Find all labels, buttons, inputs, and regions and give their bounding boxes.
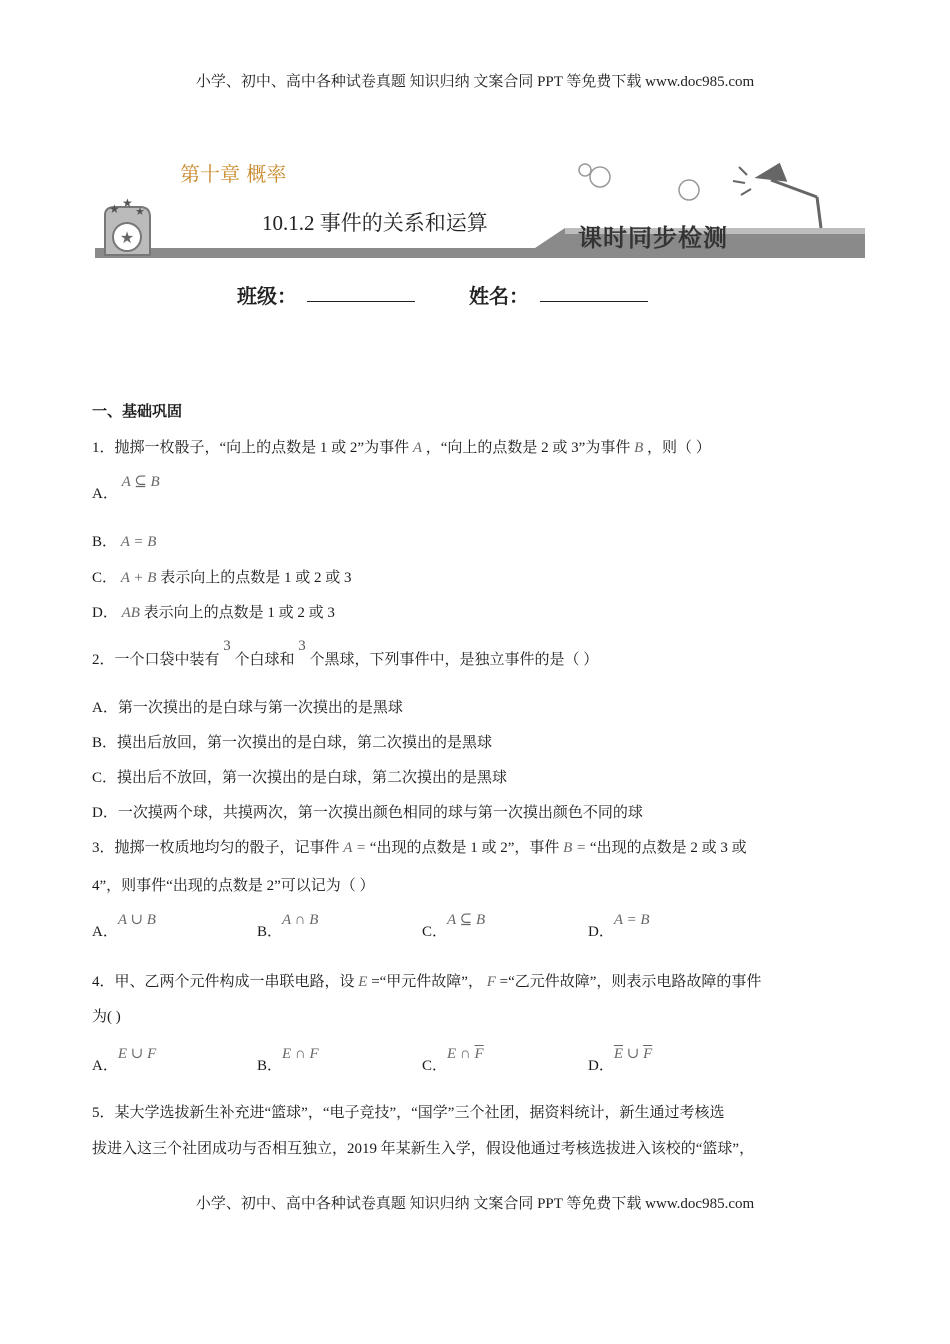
section-title: 一、基础巩固: [92, 402, 183, 420]
badge-title: 课时同步检测: [578, 224, 728, 252]
name-field[interactable]: [540, 281, 648, 302]
question-4-stem-line-2: 为( ): [92, 1009, 121, 1025]
question-1-option-d: D． AB 表示向上的点数是 1 或 2 或 3: [92, 605, 335, 621]
banner-graphic: [95, 135, 865, 265]
question-4-option-b: B．E ∩ F: [257, 1046, 319, 1074]
lesson-title: 10.1.2 事件的关系和运算: [262, 211, 488, 235]
question-1-option-b: B． A = B: [92, 534, 157, 550]
question-3-option-c: C．A ⊆ B: [422, 912, 486, 940]
question-3-option-b: B．A ∩ B: [257, 912, 319, 940]
class-field[interactable]: [307, 281, 415, 302]
question-4-stem: 4．甲、乙两个元件构成一串联电路，设 E =“甲元件故障”， F =“乙元件故障”，则表示电路故障的事件: [92, 974, 762, 990]
class-label: 班级：: [237, 284, 297, 308]
question-4-option-a: A．E ∪ F: [92, 1046, 157, 1074]
star-icon: ★: [109, 202, 120, 216]
question-3-option-a: A．A ∪ B: [92, 912, 156, 940]
name-label: 姓名：: [469, 284, 529, 308]
bubble-icon: [590, 167, 610, 187]
question-2-option-a: A．第一次摸出的是白球与第一次摸出的是黑球: [92, 700, 403, 716]
question-2-option-b: B．摸出后放回，第一次摸出的是白球，第二次摸出的是黑球: [92, 735, 493, 751]
svg-text:★: ★: [135, 206, 145, 218]
question-2-option-c: C．摸出后不放回，第一次摸出的是白球，第二次摸出的是黑球: [92, 770, 508, 786]
question-1-option-c: C． A + B 表示向上的点数是 1 或 2 或 3: [92, 570, 352, 586]
question-2-stem: 2．一个口袋中装有 3 个白球和 3 个黑球，下列事件中，是独立事件的是（ ）: [92, 638, 599, 668]
variable-b: B: [634, 440, 644, 456]
question-3-stem-line-2: 4”，则事件“出现的点数是 2”可以记为（ ）: [92, 878, 375, 894]
page-footer: 小学、初中、高中各种试卷真题 知识归纳 文案合同 PPT 等免费下载 www.doc985.com: [195, 1196, 755, 1212]
question-2-option-d: D．一次摸两个球，共摸两次，第一次摸出颜色相同的球与第一次摸出颜色不同的球: [92, 805, 643, 821]
svg-text:★: ★: [122, 196, 133, 210]
variable-a: A: [412, 440, 422, 456]
question-4-option-c: C．E ∩ $\overline{F}$: [422, 1046, 484, 1074]
question-1-stem: 1．抛掷一枚骰子，“向上的点数是 1 或 2”为事件 A ，“向上的点数是 2 或 3”为事件 B ，则（ ）: [92, 440, 711, 456]
chapter-title: 第十章 概率: [180, 162, 287, 186]
question-5-line-1: 5．某大学选拔新生补充进“篮球”，“电子竞技”，“国学”三个社团，据资料统计，新生通过考核选: [92, 1105, 725, 1121]
svg-text:★: ★: [119, 230, 135, 247]
question-1-option-a: A． A ⊆ B: [92, 474, 160, 502]
desk-lamp-icon: [733, 165, 821, 228]
page-header: 小学、初中、高中各种试卷真题 知识归纳 文案合同 PPT 等免费下载 www.doc985.com: [195, 74, 755, 90]
question-3-option-d: D．A = B: [588, 912, 650, 940]
question-4-option-d: D．$\overline{E}$ ∪ $\overline{F}$: [588, 1046, 653, 1074]
question-3-stem: 3．抛掷一枚质地均匀的骰子，记事件 A = “出现的点数是 1 或 2”，事件 B = “出现的点数是 2 或 3 或: [92, 840, 747, 856]
question-5-line-2: 拔进入这三个社团成功与否相互独立，2019 年某新生入学，假设他通过考核选拔进入该校的“篮球”，: [92, 1141, 755, 1157]
